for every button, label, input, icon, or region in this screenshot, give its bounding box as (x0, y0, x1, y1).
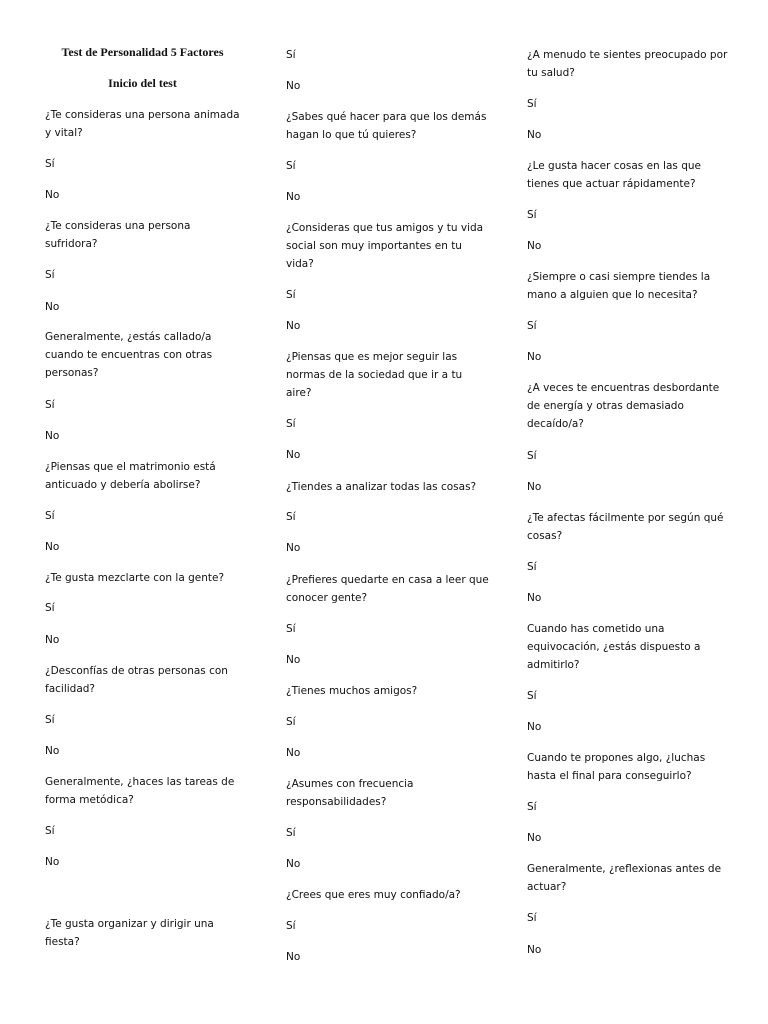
answer-option-no[interactable]: No (527, 832, 542, 844)
question-text: ¿A menudo te sientes preocupado por tu salud? (527, 49, 728, 79)
answer-option-no[interactable]: No (286, 747, 301, 759)
answer-option-no[interactable]: No (45, 745, 60, 757)
answer-option-yes[interactable]: Sí (286, 418, 296, 430)
answer-option-no[interactable]: No (527, 944, 542, 956)
answer-option-no[interactable]: No (527, 721, 542, 733)
answer-option-yes[interactable]: Sí (45, 510, 55, 522)
question-text: Generalmente, ¿reflexionas antes de actuar? (527, 863, 722, 893)
question-text: ¿Siempre o casi siempre tiendes la mano a alguien que lo necesita? (527, 271, 711, 301)
question-text: ¿Te afectas fácilmente por según qué cosas? (527, 512, 724, 542)
question-text: ¿Desconfías de otras personas con facilidad? (45, 665, 228, 695)
question-text: ¿Te consideras una persona sufridora? (45, 220, 191, 250)
question-text: ¿Te gusta organizar y dirigir una fiesta? (45, 918, 214, 948)
answer-option-yes[interactable]: Sí (286, 716, 296, 728)
answer-option-no[interactable]: No (286, 191, 301, 203)
answer-option-yes[interactable]: Sí (45, 399, 55, 411)
answer-option-no[interactable]: No (45, 189, 60, 201)
answer-option-no[interactable]: No (45, 634, 60, 646)
answer-option-yes[interactable]: Sí (527, 98, 537, 110)
answer-option-no[interactable]: No (45, 856, 60, 868)
answer-option-yes[interactable]: Sí (527, 320, 537, 332)
question-text: ¿Consideras que tus amigos y tu vida social son muy importantes en tu vida? (286, 222, 484, 270)
answer-option-yes[interactable]: Sí (286, 920, 296, 932)
answer-option-no[interactable]: No (527, 240, 542, 252)
answer-option-yes[interactable]: Sí (527, 209, 537, 221)
answer-option-yes[interactable]: Sí (527, 690, 537, 702)
answer-option-yes[interactable]: Sí (45, 714, 55, 726)
answer-option-yes[interactable]: Sí (527, 801, 537, 813)
answer-option-no[interactable]: No (45, 301, 60, 313)
answer-option-yes[interactable]: Sí (527, 912, 537, 924)
answer-option-yes[interactable]: Sí (286, 511, 296, 523)
answer-option-yes[interactable]: Sí (286, 623, 296, 635)
answer-option-no[interactable]: No (286, 654, 301, 666)
document-subtitle: Inicio del test (108, 76, 177, 90)
answer-option-no[interactable]: No (286, 80, 301, 92)
question-text: ¿Te consideras una persona animada y vital? (45, 109, 240, 139)
question-text: ¿Te gusta mezclarte con la gente? (45, 572, 225, 584)
answer-option-no[interactable]: No (527, 592, 542, 604)
answer-option-no[interactable]: No (286, 858, 301, 870)
answer-option-no[interactable]: No (286, 449, 301, 461)
answer-option-yes[interactable]: Sí (527, 450, 537, 462)
answer-option-no[interactable]: No (45, 430, 60, 442)
answer-option-yes[interactable]: Sí (527, 561, 537, 573)
answer-option-no[interactable]: No (527, 129, 542, 141)
answer-option-no[interactable]: No (527, 481, 542, 493)
answer-option-yes[interactable]: Sí (286, 49, 296, 61)
question-text: Cuando has cometido una equivocación, ¿estás dispuesto a admitirlo? (527, 623, 701, 671)
answer-option-yes[interactable]: Sí (286, 289, 296, 301)
question-text: ¿Crees que eres muy confiado/a? (286, 889, 461, 901)
question-text: Cuando te propones algo, ¿luchas hasta el final para conseguirlo? (527, 752, 706, 782)
answer-option-yes[interactable]: Sí (286, 827, 296, 839)
question-text: Generalmente, ¿haces las tareas de forma metódica? (45, 776, 235, 806)
answer-option-no[interactable]: No (286, 951, 301, 963)
question-text: ¿Piensas que es mejor seguir las normas de la sociedad que ir a tu aire? (286, 351, 463, 399)
question-text: ¿Piensas que el matrimonio está anticuado y debería abolirse? (45, 461, 216, 491)
answer-option-yes[interactable]: Sí (45, 825, 55, 837)
question-text: ¿Sabes qué hacer para que los demás hagan lo que tú quieres? (286, 111, 487, 141)
document-title: Test de Personalidad 5 Factores (61, 45, 224, 59)
question-text: ¿Le gusta hacer cosas en las que tienes que actuar rápidamente? (527, 160, 701, 190)
question-text: ¿Tienes muchos amigos? (286, 685, 418, 697)
answer-option-yes[interactable]: Sí (45, 158, 55, 170)
question-text: ¿Asumes con frecuencia responsabilidades? (286, 778, 414, 808)
answer-option-no[interactable]: No (286, 542, 301, 554)
answer-option-yes[interactable]: Sí (45, 269, 55, 281)
answer-option-no[interactable]: No (527, 351, 542, 363)
answer-option-no[interactable]: No (286, 320, 301, 332)
question-text: ¿Tiendes a analizar todas las cosas? (286, 481, 477, 493)
answer-option-yes[interactable]: Sí (45, 602, 55, 614)
answer-option-yes[interactable]: Sí (286, 160, 296, 172)
answer-option-no[interactable]: No (45, 541, 60, 553)
question-text: ¿A veces te encuentras desbordante de energía y otras demasiado decaído/a? (527, 382, 720, 430)
question-text: Generalmente, ¿estás callado/a cuando te encuentras con otras personas? (45, 331, 213, 379)
question-text: ¿Prefieres quedarte en casa a leer que conocer gente? (286, 574, 489, 604)
